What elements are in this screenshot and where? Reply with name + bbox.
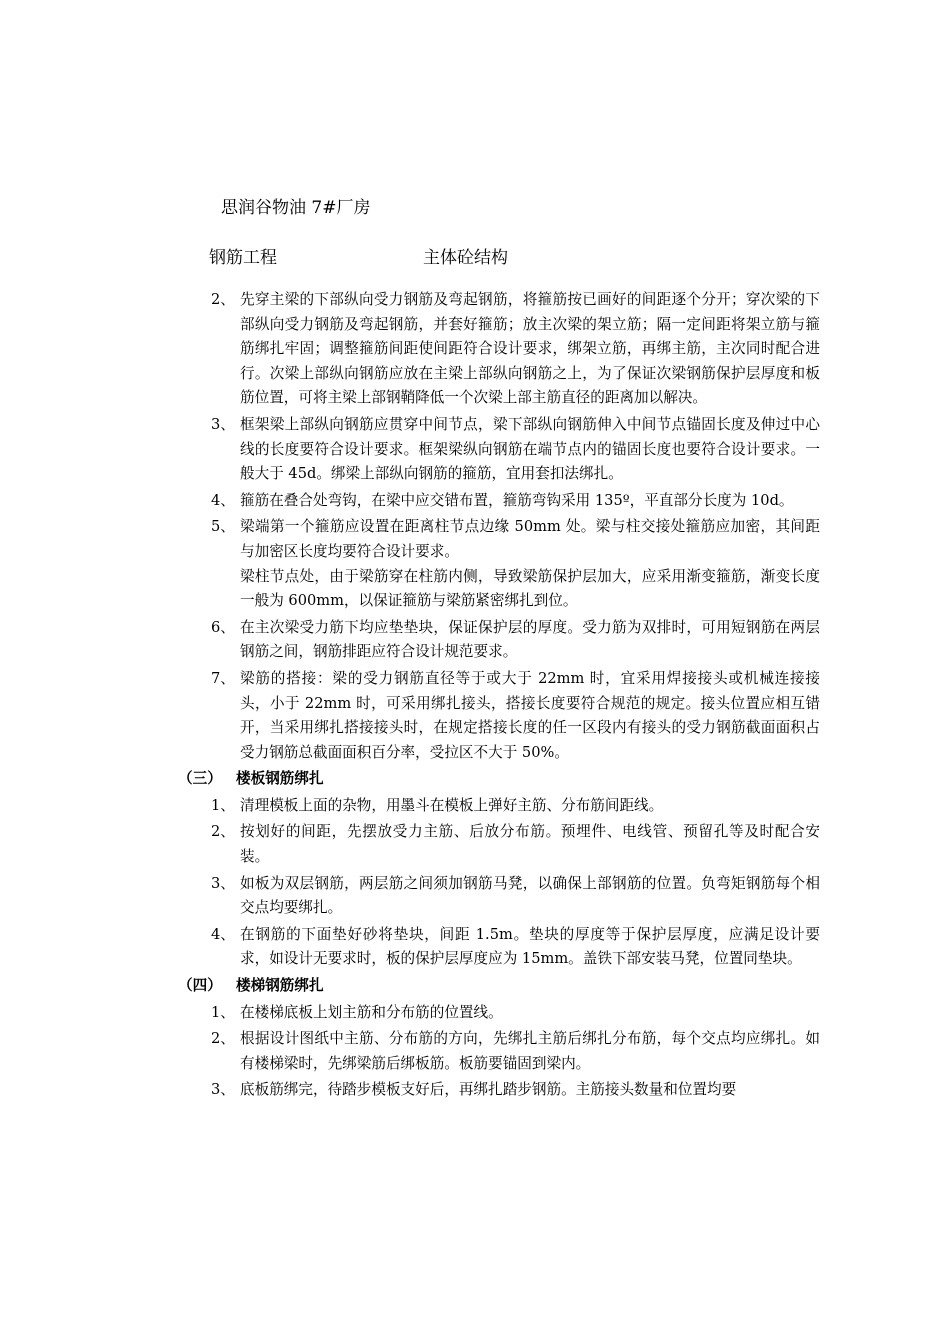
list-item	[0, 515, 820, 613]
document-body	[0, 288, 950, 1105]
item-number: 3、	[211, 1081, 235, 1099]
item-text: 在主次梁受力筋下均应垫垫块，保证保护层的厚度。受力筋为双排时，可用短钢筋在两层钢筋之间，钢筋排距应符合设计规范要求。	[240, 618, 820, 661]
section-header-left: 钢筋工程	[209, 248, 277, 268]
item-text: 梁筋的搭接：梁的受力钢筋直径等于或大于 22mm 时，宜采用焊接接头或机械连接接头，小于 22mm 时，可采用绑扎接头，搭接长度要符合规范的规定。接头位置应相互错开，当采用绑扎搭接接头时，在规定搭接长度的任一区段内有接头的受力钢筋截面面积占受力钢筋总截面面积百分率，受拉区不大于 50%。	[240, 669, 820, 761]
item-text: 清理模板上面的杂物，用墨斗在模板上弹好主筋、分布筋间距线。	[240, 796, 664, 814]
item-text: 在钢筋的下面垫好砂将垫块，间距 1.5m。垫块的厚度等于保护层厚度，应满足设计要求，如设计无要求时，板的保护层厚度应为 15mm。盖铁下部安装马凳，位置同垫块。	[240, 925, 820, 968]
item-number: 2、	[211, 291, 235, 308]
item-number: 1、	[211, 1003, 235, 1021]
section-number: （四）	[178, 977, 222, 995]
list-item	[0, 413, 820, 487]
item-text: 根据设计图纸中主筋、分布筋的方向，先绑扎主筋后绑扎分布筋，每个交点均应绑扎。如有楼梯梁时，先绑梁筋后绑板筋。板筋要锚固到梁内。	[240, 1030, 820, 1072]
stair-rebar-list	[0, 1001, 950, 1103]
list-item	[0, 288, 820, 411]
list-item	[0, 1001, 820, 1026]
list-item	[0, 872, 820, 921]
item-number: 4、	[211, 491, 235, 509]
item-number: 5、	[211, 518, 235, 536]
project-title: 思润谷物油 7#厂房	[221, 198, 371, 218]
item-text: 如板为双层钢筋，两层筋之间须加钢筋马凳，以确保上部钢筋的位置。负弯矩钢筋每个相交点均要绑扎。	[240, 874, 820, 917]
section-title: 楼板钢筋绑扎	[236, 770, 324, 788]
section-heading-floor-slab	[0, 767, 950, 792]
list-item	[0, 489, 820, 514]
slab-rebar-list	[0, 794, 950, 972]
item-text: 按划好的间距，先摆放受力主筋、后放分布筋。预埋件、电线管、预留孔等及时配合安装。	[240, 823, 820, 866]
section-title: 楼梯钢筋绑扎	[236, 977, 324, 995]
item-number: 2、	[211, 1030, 235, 1048]
item-text: 在楼梯底板上划主筋和分布筋的位置线。	[240, 1003, 503, 1021]
item-number: 3、	[211, 415, 235, 433]
item-number: 3、	[211, 874, 235, 892]
item-number: 2、	[211, 823, 235, 841]
item-number: 6、	[211, 618, 235, 636]
item-text: 框架梁上部纵向钢筋应贯穿中间节点，梁下部纵向钢筋伸入中间节点锚固长度及伸过中心线的长度要符合设计要求。框架梁纵向钢筋在端节点内的锚固长度也要符合设计要求。一般大于 45d。绑梁上部纵向钢筋的箍筋，宜用套扣法绑扎。	[240, 415, 820, 483]
item-text: 梁柱节点处，由于梁筋穿在柱筋内侧，导致梁筋保护层加大，应采用渐变箍筋，渐变长度一般为 600mm，以保证箍筋与梁筋紧密绑扎到位。	[240, 567, 820, 610]
list-item	[0, 923, 820, 972]
list-item	[0, 616, 820, 665]
item-number: 7、	[211, 669, 235, 687]
beam-rebar-list	[0, 288, 950, 765]
section-number: （三）	[178, 770, 222, 788]
item-text: 先穿主梁的下部纵向受力钢筋及弯起钢筋，将箍筋按已画好的间距逐个分开；穿次梁的下部纵向受力钢筋及弯起钢筋，并套好箍筋；放主次梁的架立筋；隔一定间距将架立筋与箍筋绑扎牢固；调整箍筋间距使间距符合设计要求，绑架立筋，再绑主筋，主次同时配合进行。次梁上部纵向钢筋应放在主梁上部纵向钢筋之上，为了保证次梁钢筋保护层厚度和板筋位置，可将主梁上部钢鞘降低一个次梁上部主筋直径的距离加以解决。	[240, 291, 820, 407]
item-text: 梁端第一个箍筋应设置在距离柱节点边缘 50mm 处。梁与柱交接处箍筋应加密，其间距与加密区长度均要符合设计要求。	[240, 518, 820, 560]
item-number: 1、	[211, 796, 235, 814]
item-text: 箍筋在叠合处弯钩，在梁中应交错布置，箍筋弯钩采用 135º，平直部分长度为 10d。	[240, 491, 794, 509]
section-header-right: 主体砼结构	[423, 248, 508, 268]
list-item	[0, 1078, 820, 1103]
item-number: 4、	[211, 925, 235, 943]
list-item	[0, 1027, 820, 1076]
list-item	[0, 667, 820, 765]
list-item	[0, 820, 820, 869]
list-item	[0, 794, 820, 819]
section-heading-stair	[0, 974, 950, 999]
item-text: 底板筋绑完，待踏步模板支好后，再绑扎踏步钢筋。主筋接头数量和位置均要	[240, 1081, 737, 1099]
